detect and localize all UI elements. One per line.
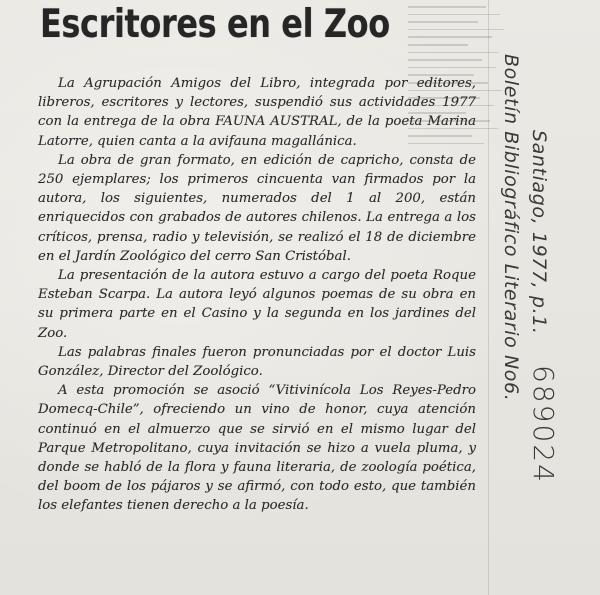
- clipping-edge: [488, 0, 489, 595]
- article-body: [38, 74, 476, 516]
- article-paragraph: La Agrupación Amigos del Libro, integrada por editores, libreros, escritores y lectores, suspendió sus actividades 1977 con la entrega de la obra FAUNA AUSTRAL, de la poeta Marina Latorre, quien canta a la avifauna magallánica.: [38, 76, 476, 149]
- article-paragraph: La obra de gran formato, en edición de capricho, consta de 250 ejemplares; los primeros cincuenta van firmados por la autora, los siguientes, numerados del 1 al 200, están enriquecidos con grabados de autores chilenos. La entrega a los críticos, prensa, radio y televisión, se realizó el 18 de diciembre en el Jardín Zoológico del cerro San Cristóbal.: [38, 152, 476, 264]
- handwritten-note-line-2: Santiago, 1977, p.1.: [528, 130, 550, 335]
- article-title: Escritores en el Zoo: [40, 2, 390, 47]
- handwritten-note-line-1: Boletín Bibliográfico Literario No6.: [500, 54, 522, 402]
- article-paragraph: A esta promoción se asoció “Vitivinícola Los Reyes-Pedro Domecq-Chile”, ofreciendo un vino de honor, cuya atención continuó en el almuerzo que se sirvió en el mismo lugar del Parque Metropolitano, cuya invitación se hizo a vuela pluma, y donde se habló de la flora y fauna literaria, de zoología poética, del boom de los pájaros y se afirmó, con todo esto, que también los elefantes tienen derecho a la poesía.: [38, 383, 476, 514]
- article-paragraph: La presentación de la autora estuvo a cargo del poeta Roque Esteban Scarpa. La autora leyó algunos poemas de su obra en su primera parte en el Casino y la segunda en los jardines del Zoo.: [38, 268, 476, 341]
- article-paragraph: Las palabras finales fueron pronunciadas por el doctor Luis González, Director del Zoológico.: [38, 344, 476, 380]
- accession-number: 689024: [527, 365, 560, 484]
